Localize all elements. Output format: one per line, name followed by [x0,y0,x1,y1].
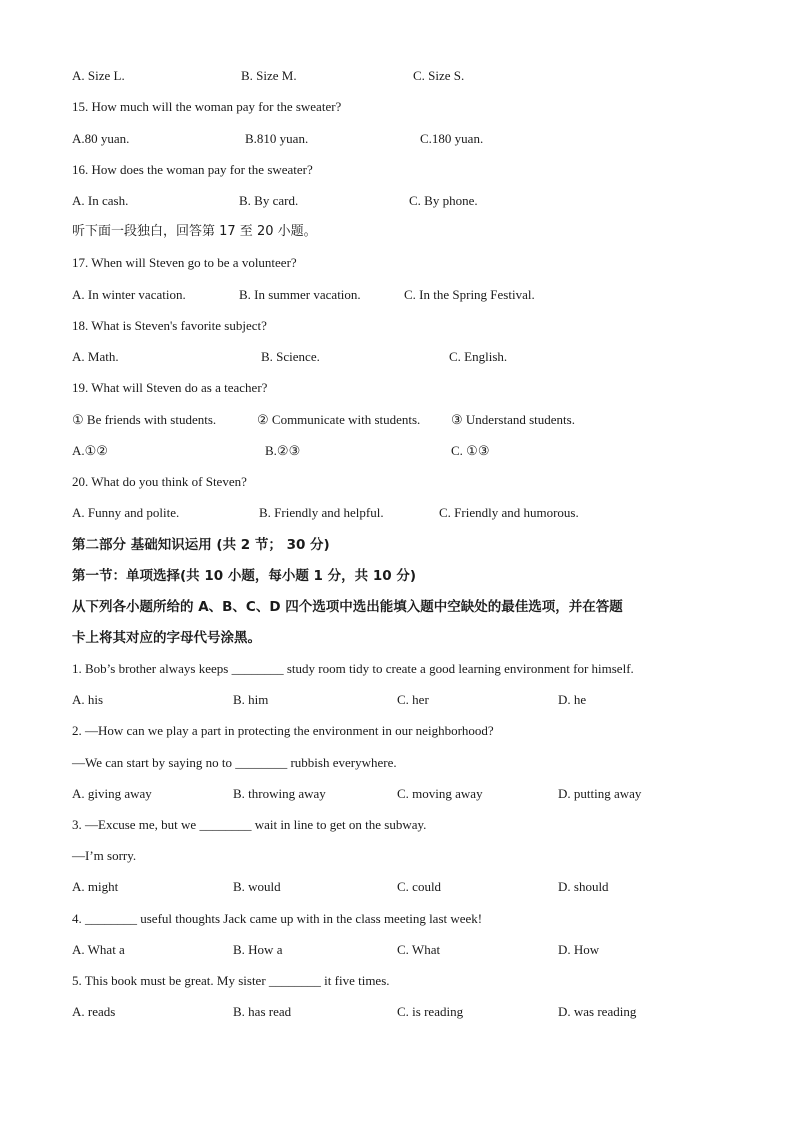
q17-option-a: A. In winter vacation. [72,287,186,302]
mc1-option-d: D. he [558,692,587,707]
q16-question: 16. How does the woman pay for the sweater? [72,162,313,177]
q19-statement-3: ③ Understand students. [451,412,575,427]
mc3-option-d: D. should [558,879,609,894]
q17-question: 17. When will Steven go to be a volunteer? [72,255,297,270]
mc4-question: 4. ________ useful thoughts Jack came up with in the class meeting last week! [72,911,483,926]
mc3-question: 3. —Excuse me, but we ________ wait in line to get on the subway. [72,817,427,832]
q15-option-a: A.80 yuan. [72,131,130,146]
mc5-option-b: B. has read [233,1004,292,1019]
q20-option-c: C. Friendly and humorous. [439,505,579,520]
monologue-instruction: 听下面一段独白，回答第 17 至 20 小题。 [72,224,317,239]
mc5-question: 5. This book must be great. My sister ________ it five times. [72,973,390,988]
q20-option-b: B. Friendly and helpful. [259,505,384,520]
section1-instruction-line1: 从下列各小题所给的 A、B、C、D 四个选项中选出能填入题中空缺处的最佳选项，并在答题 [72,599,623,615]
q14-option-a: A. Size L. [72,68,125,83]
q19-statement-2: ② Communicate with students. [257,412,421,427]
mc1-question: 1. Bob’s brother always keeps ________ study room tidy to create a good learning environment for himself. [72,661,634,676]
q16-option-a: A. In cash. [72,193,129,208]
q18-option-c: C. English. [449,349,508,364]
q17-option-c: C. In the Spring Festival. [404,287,535,302]
mc5-option-a: A. reads [72,1004,116,1019]
q15-option-b: B.810 yuan. [245,131,309,146]
mc1-option-a: A. his [72,692,104,707]
mc4-option-b: B. How a [233,942,283,957]
mc4-option-c: C. What [397,942,441,957]
mc3-option-b: B. would [233,879,281,894]
q20-question: 20. What do you think of Steven? [72,474,247,489]
q19-option-a: A.①② [72,443,108,458]
q19-option-b: B.②③ [265,443,301,458]
q17-option-b: B. In summer vacation. [239,287,361,302]
mc2-option-c: C. moving away [397,786,483,801]
q14-option-b: B. Size M. [241,68,297,83]
mc5-option-d: D. was reading [558,1004,637,1019]
mc4-option-d: D. How [558,942,600,957]
mc4-option-a: A. What a [72,942,125,957]
q16-option-c: C. By phone. [409,193,478,208]
q18-option-b: B. Science. [261,349,320,364]
q16-option-b: B. By card. [239,193,299,208]
q15-option-c: C.180 yuan. [420,131,484,146]
mc5-option-c: C. is reading [397,1004,464,1019]
q14-option-c: C. Size S. [413,68,465,83]
mc1-option-c: C. her [397,692,429,707]
mc2-option-a: A. giving away [72,786,152,801]
mc2-question: 2. —How can we play a part in protecting the environment in our neighborhood? [72,723,494,738]
q19-question: 19. What will Steven do as a teacher? [72,380,268,395]
q15-question: 15. How much will the woman pay for the sweater? [72,99,342,114]
q20-option-a: A. Funny and polite. [72,505,180,520]
mc1-option-b: B. him [233,692,269,707]
q19-statement-1: ① Be friends with students. [72,412,217,427]
mc3-option-c: C. could [397,879,442,894]
mc2-option-b: B. throwing away [233,786,326,801]
q18-question: 18. What is Steven's favorite subject? [72,318,267,333]
mc3-response: —I’m sorry. [72,848,137,863]
q19-option-c: C. ①③ [451,443,490,458]
section1-instruction-line2: 卡上将其对应的字母代号涂黑。 [72,630,261,646]
q18-option-a: A. Math. [72,349,119,364]
mc2-option-d: D. putting away [558,786,642,801]
section1-title: 第一节：单项选择(共 10 小题，每小题 1 分，共 10 分) [72,568,417,584]
mc2-response: —We can start by saying no to ________ rubbish everywhere. [72,755,397,770]
mc3-option-a: A. might [72,879,119,894]
part2-title: 第二部分 基础知识运用 (共 2 节； 30 分) [72,537,330,553]
